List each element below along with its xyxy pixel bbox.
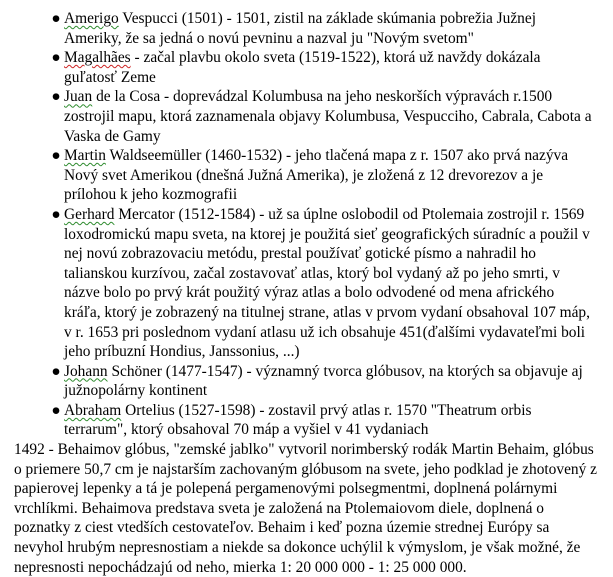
- bullet-icon: ●: [51, 49, 61, 67]
- document-body: [14, 9, 606, 577]
- item-name: Gerhard: [64, 205, 115, 223]
- list-item: [14, 48, 606, 87]
- item-text: Ortelius (1527-1598) - zostavil prvý atlas r. 1570 "Theatrum orbis terrarum", ktorý obsahoval 70 máp a vyšiel v 41 vydaniach: [64, 401, 532, 439]
- item-name: Juan: [64, 88, 93, 106]
- item-text: Vespucci (1501) - 1501, zistil na základe skúmania pobrežia Južnej Ameriky, že sa jedná o novú pevninu a nazval ju "Novým svetom": [64, 10, 536, 47]
- item-name: Amerigo: [64, 10, 119, 27]
- list-item: [14, 87, 606, 146]
- bullet-icon: ●: [51, 205, 61, 223]
- item-name: Johann: [64, 362, 108, 380]
- item-text: de la Cosa - doprevádzal Kolumbusa na jeho neskorších výpravách r.1500 zostrojil mapu, ktorá zaznamenala objavy Kolumbusa, Vespucciho, Cabrala, Cabota a Vaska de Gamy: [64, 88, 592, 145]
- bullet-icon: ●: [51, 10, 61, 27]
- bullet-icon: ●: [51, 401, 61, 419]
- bullet-icon: ●: [51, 88, 61, 106]
- item-text: Schöner (1477-1547) - významný tvorca glóbusov, na ktorých sa objavuje aj južnopolárny kontinent: [64, 362, 583, 400]
- item-name: Abraham: [64, 401, 122, 419]
- list-item: [14, 205, 606, 362]
- behaim-paragraph: 1492 - Behaimov glóbus, "zemské jablko" vytvoril norimberský rodák Martin Behaim, glóbus o priemere 50,7 cm je najstarším zachovaným glóbusom na svete, jeho podklad je zhotovený z papierovej lepenky a tá je polepená pergamenovými polsegmentmi, doplnená polárnymi vrchlíkmi. Behaimova predstava sveta je založená na Ptolemaiovom diele, doplnená o poznatky z ciest vtedších cestovateľov. Behaim i keď pozna územie strednej Európy sa nevyhol hrubým nepresnostiam a niekde sa dokonce uchýlil k výmyslom, je však možné, že nepresnosti nepochádzajú od neho, mierka 1: 20 000 000 - 1: 25 000 000.: [14, 441, 597, 576]
- item-text: - začal plavbu okolo sveta (1519-1522), ktorá už navždy dokázala guľatosť Zeme: [64, 49, 541, 86]
- list-item: [14, 146, 606, 205]
- bullet-icon: ●: [51, 147, 61, 165]
- item-text: Mercator (1512-1584) - už sa úplne oslobodil od Ptolemaia zostrojil r. 1569 loxodromickú mapu sveta, na ktorej je použitá sieť geografických súradníc a použil v nej novú zobrazovaciu metódu, prestal používať gotické písmo a nahradil ho talianskou kurzívou, začal zostavovať atlas, ktorý bol vydaný až po jeho smrti, v názve bolo po prvý krát použitý výraz atlas a bolo odvodené od mena afrického kráľa, ktorý je zobrazený na titulnej strane, atlas v prvom vydaní obsahoval 107 máp, v r. 1653 pri poslednom vydaní atlasu už ich obsahuje 451(ďalšími vydavateľmi boli jeho príbuzní Hondius, Janssonius, ...): [64, 205, 590, 361]
- list-item: [14, 401, 606, 440]
- item-name: Martin: [64, 147, 106, 165]
- list-item: [14, 9, 606, 48]
- bullet-list: [14, 9, 606, 440]
- list-item: [14, 362, 606, 401]
- item-text: Waldseemüller (1460-1532) - jeho tlačená mapa z r. 1507 ako prvá nazýva Nový svet Amerikou (dnešná Južná Amerika), je zložená z 12 drevorezov a je prílohou k jeho kozmografii: [64, 147, 569, 204]
- item-name: Magalhães: [64, 49, 131, 67]
- bullet-icon: ●: [51, 362, 61, 380]
